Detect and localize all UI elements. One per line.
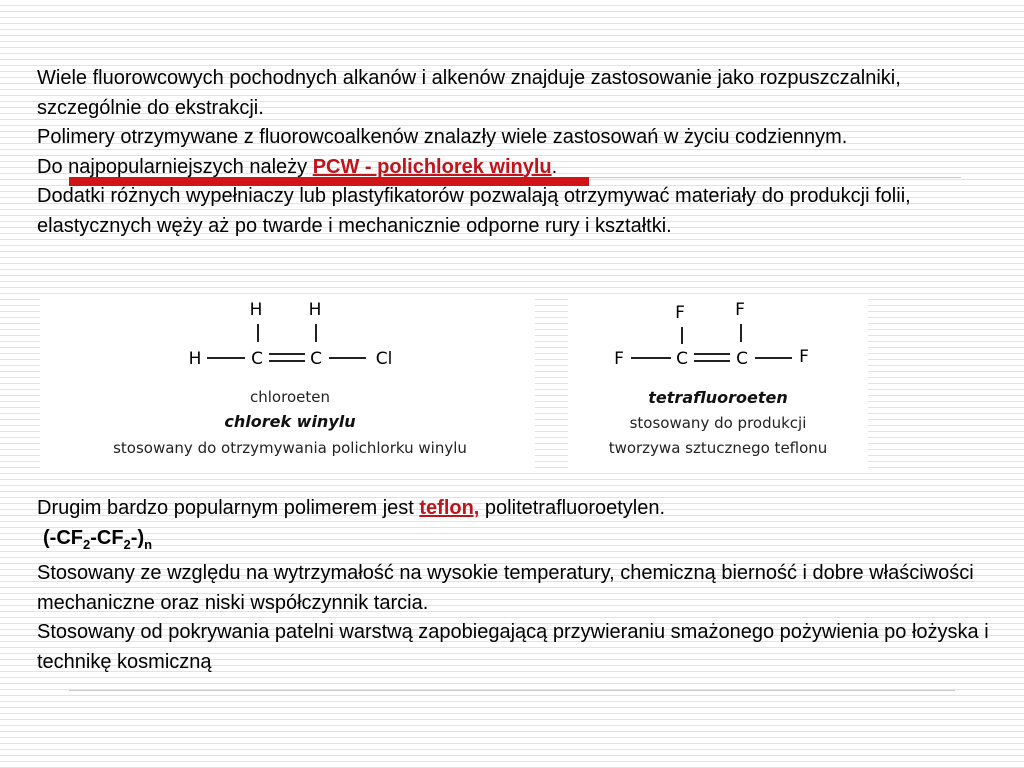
vinyl-chloride-name: chloroeten — [250, 388, 330, 406]
tetrafluoroethene-structure — [568, 296, 868, 396]
vinyl-chloride-use: stosowany do otrzymywania polichlorku winylu — [113, 439, 467, 457]
formula-sub2: 2 — [123, 536, 131, 552]
atom-f-top-left: F — [675, 303, 685, 323]
atom-c1: C — [676, 349, 688, 369]
atom-f-top-right: F — [735, 300, 745, 320]
atom-f-left: F — [614, 349, 624, 369]
atom-c2: C — [310, 349, 322, 369]
vinyl-chloride-figure — [40, 296, 535, 468]
tetrafluoroethene-use-line1: stosowany do produkcji — [629, 414, 807, 432]
atom-h-top-right: H — [308, 300, 322, 320]
pcw-prefix: Do najpopularniejszych należy — [37, 155, 313, 178]
teflon-text — [37, 494, 997, 677]
bottom-divider-line — [69, 690, 955, 691]
tetrafluoroethene-figure — [568, 296, 868, 468]
paragraph-additives: Dodatki różnych wypełniaczy lub plastyfikatorów pozwalają otrzymywać materiały do produkcji folii, elastycznych węży aż po twarde i mechanicznie odporne rury i kształtki. — [37, 185, 911, 237]
teflon-prefix: Drugim bardzo popularnym polimerem jest — [37, 497, 420, 519]
tetrafluoroethene-use-line2: tworzywa sztucznego teflonu — [608, 439, 828, 457]
teflon-link[interactable]: teflon, — [419, 497, 480, 519]
paragraph-properties: Stosowany ze względu na wytrzymałość na wysokie temperatury, chemiczną bierność i dobre właściwości mechaniczne oraz niski współczynnik tarcia. — [37, 562, 974, 614]
tetrafluoroethene-name: tetrafluoroeten — [648, 388, 788, 407]
formula-part2: -CF — [90, 526, 124, 549]
pcw-link[interactable]: PCW - polichlorek winylu — [312, 155, 552, 178]
atom-f-right: F — [799, 347, 809, 367]
vinyl-chloride-structure — [40, 296, 535, 396]
pcw-suffix: . — [551, 155, 558, 178]
atom-h-left: H — [188, 349, 202, 369]
teflon-suffix: politetrafluoroetylen. — [479, 497, 666, 519]
teflon-formula — [37, 524, 997, 560]
formula-sub1: 2 — [82, 536, 91, 552]
atom-c1: C — [251, 349, 263, 369]
paragraph-teflon — [37, 494, 997, 524]
paragraph-applications: Stosowany od pokrywania patelni warstwą zapobiegającą przywieraniu smażonego pożywienia po łożyska i technikę kosmiczną — [37, 621, 989, 673]
formula-sub3: n — [144, 536, 153, 552]
atom-cl: Cl — [375, 349, 393, 369]
paragraph-pcw — [37, 153, 997, 183]
atom-h-top-left: H — [249, 300, 263, 320]
paragraph-solvents: Wiele fluorowcowych pochodnych alkanów i alkenów znajduje zastosowanie jako rozpuszczalniki, szczególnie do ekstrakcji. — [37, 67, 901, 119]
formula-part1: (-CF — [43, 526, 83, 549]
paragraph-polymers: Polimery otrzymywane z fluorowcoalkenów znalazły wiele zastosowań w życiu codziennym. — [37, 126, 848, 148]
atom-c2: C — [736, 349, 748, 369]
intro-text — [37, 64, 997, 241]
vinyl-chloride-common-name: chlorek winylu — [224, 412, 356, 431]
formula-part3: -) — [130, 526, 145, 549]
